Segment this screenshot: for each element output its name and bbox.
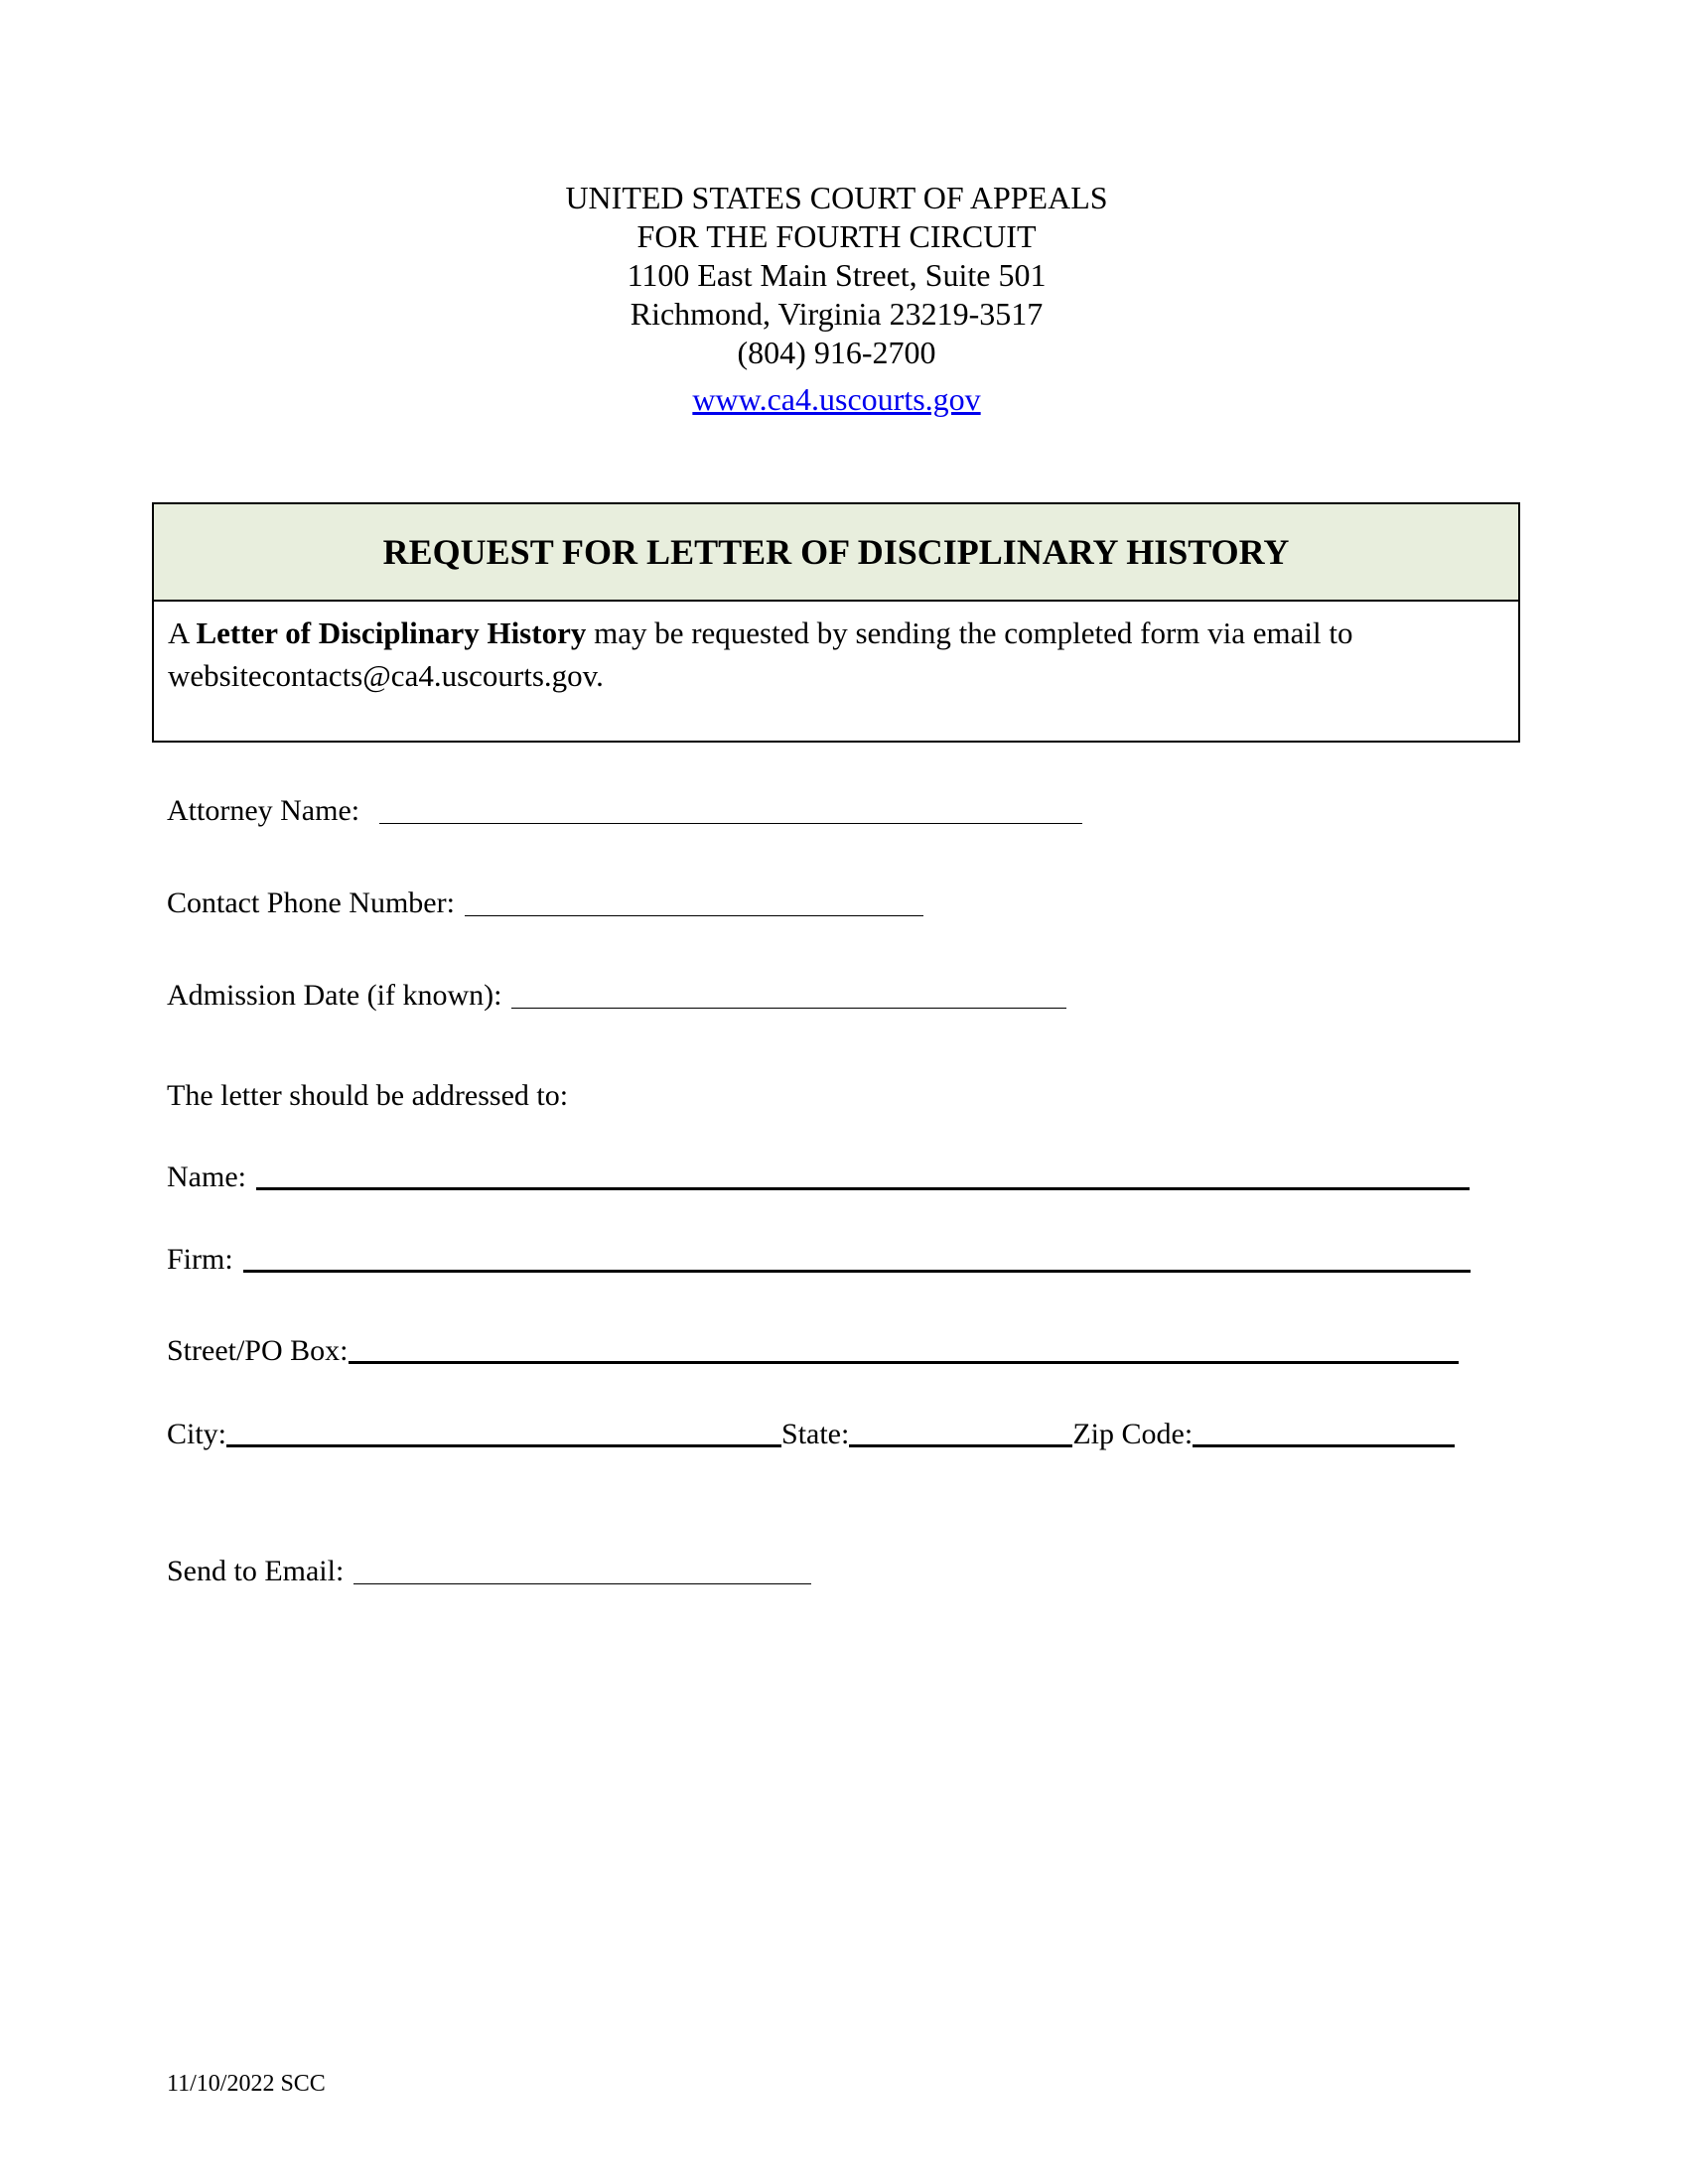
court-name-line2: FOR THE FOURTH CIRCUIT [636, 218, 1037, 254]
street-row [167, 1334, 1459, 1368]
addressed-to-row [167, 1079, 568, 1113]
intro-prefix: A [168, 615, 197, 650]
form-revision-footer: 11/10/2022 SCC [167, 2071, 326, 2097]
name-label: Name: [167, 1160, 246, 1193]
intro-rest: may be requested by sending the completed form via email to [586, 615, 1353, 650]
contact-email[interactable]: websitecontacts@ca4.uscourts.gov. [168, 658, 604, 693]
attorney-name-field[interactable] [379, 822, 1082, 824]
zip-field[interactable] [1193, 1443, 1455, 1447]
intro-paragraph [154, 602, 1518, 707]
street-label: Street/PO Box: [167, 1334, 349, 1367]
firm-row [167, 1243, 1471, 1277]
name-field[interactable] [256, 1186, 1470, 1190]
name-row [167, 1160, 1470, 1194]
state-label: State: [781, 1418, 850, 1450]
contact-phone-label: Contact Phone Number: [167, 887, 455, 919]
addressed-to-label: The letter should be addressed to: [167, 1079, 569, 1112]
court-address-line1: 1100 East Main Street, Suite 501 [627, 257, 1047, 293]
street-field[interactable] [349, 1360, 1459, 1364]
send-email-field[interactable] [353, 1582, 811, 1584]
admission-date-field[interactable] [511, 1007, 1066, 1009]
state-field[interactable] [849, 1443, 1072, 1447]
zip-label: Zip Code: [1072, 1418, 1194, 1450]
send-email-row [167, 1555, 811, 1588]
attorney-name-label: Attorney Name: [167, 794, 360, 827]
city-label: City: [167, 1418, 227, 1450]
admission-date-label: Admission Date (if known): [167, 979, 502, 1012]
form-title: REQUEST FOR LETTER OF DISCIPLINARY HISTORY [154, 504, 1518, 602]
intro-bold: Letter of Disciplinary History [196, 615, 587, 650]
contact-phone-field[interactable] [465, 914, 923, 916]
send-email-label: Send to Email: [167, 1555, 345, 1587]
city-field[interactable] [226, 1443, 781, 1447]
website-link[interactable]: www.ca4.uscourts.gov [692, 381, 981, 417]
city-state-zip-row [167, 1418, 1455, 1451]
court-phone: (804) 916-2700 [737, 335, 936, 370]
court-header [0, 179, 1673, 419]
contact-phone-row [167, 887, 923, 920]
request-info-box [152, 502, 1520, 743]
firm-field[interactable] [243, 1269, 1471, 1273]
firm-label: Firm: [167, 1243, 233, 1276]
attorney-name-row [167, 794, 1082, 828]
admission-date-row [167, 979, 1066, 1013]
court-address-line2: Richmond, Virginia 23219-3517 [630, 296, 1044, 332]
court-name-line1: UNITED STATES COURT OF APPEALS [565, 180, 1108, 215]
